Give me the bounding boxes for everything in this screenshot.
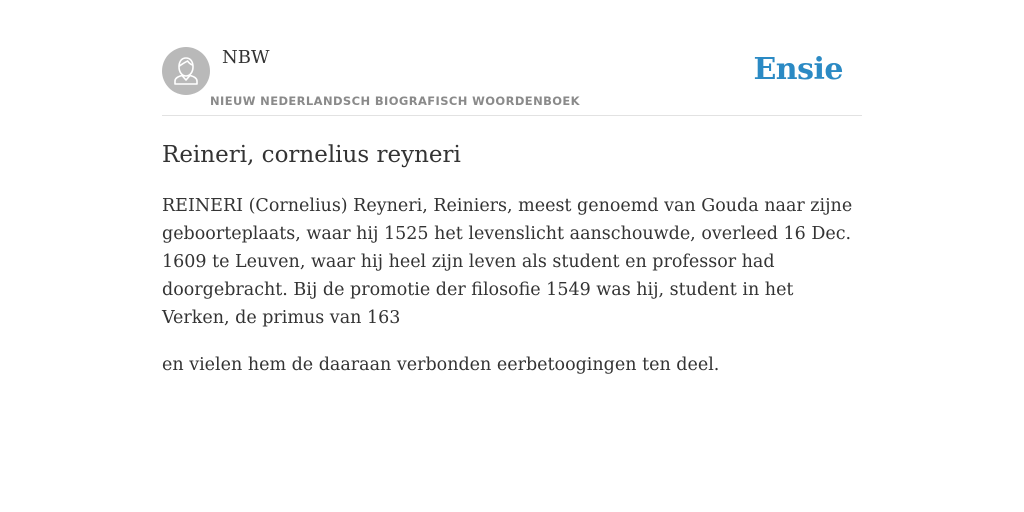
brand-logo[interactable]: Ensie bbox=[753, 52, 843, 87]
entry-card bbox=[162, 0, 862, 512]
source-avatar[interactable] bbox=[162, 47, 210, 95]
user-icon bbox=[162, 47, 210, 95]
source-header bbox=[162, 0, 862, 116]
source-full-name[interactable]: NIEUW NEDERLANDSCH BIOGRAFISCH WOORDENBOEK bbox=[210, 94, 580, 108]
entry-title: Reineri, cornelius reyneri bbox=[162, 142, 461, 168]
entry-paragraph: en vielen hem de daaraan verbonden eerbetoogingen ten deel. bbox=[162, 355, 720, 375]
entry-paragraph: REINERI (Cornelius) Reyneri, Reiniers, meest genoemd van Gouda naar zijne geboorteplaats, waar hij 1525 het levenslicht aanschouwde, overleed 16 Dec. 1609 te Leuven, waar hij heel zijn leven als student en professor had doorgebracht. Bij de promotie der filosofie 1549 was hij, student in het Verken, de primus van 163 bbox=[162, 196, 853, 328]
entry-body bbox=[162, 192, 862, 398]
source-name[interactable]: NBW bbox=[222, 47, 270, 68]
